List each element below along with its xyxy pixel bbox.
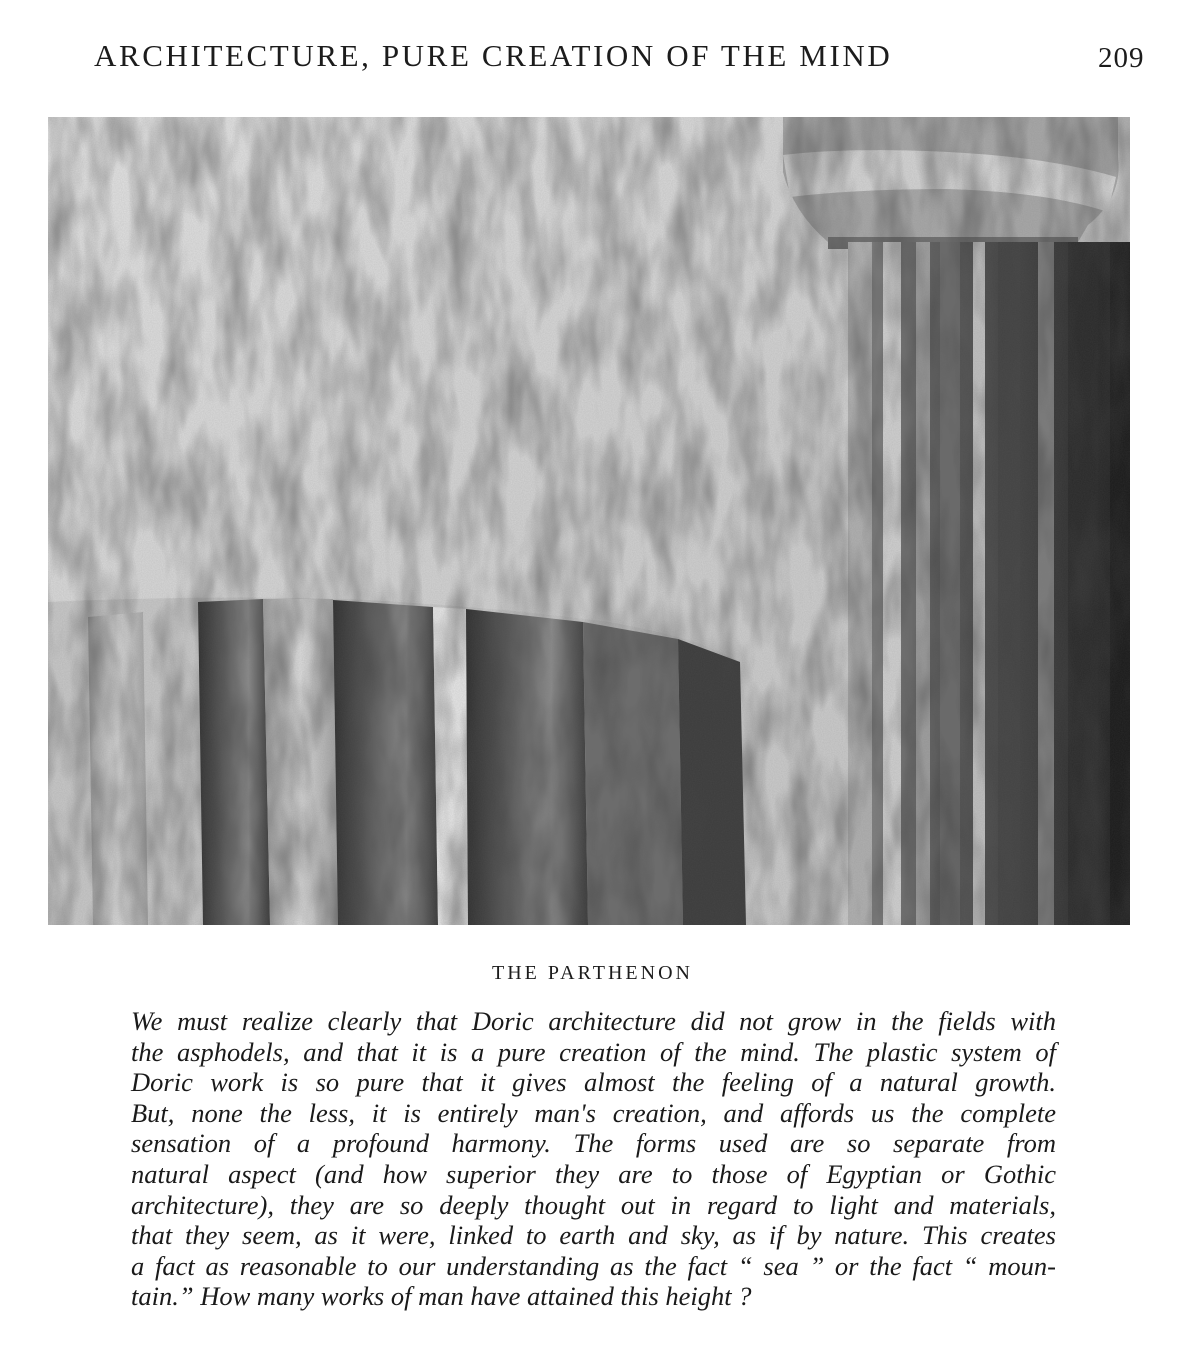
text-line: the asphodels, and that it is a pure creation of the mind. The plastic system of xyxy=(131,1036,1056,1067)
text-line: Doric work is so pure that it gives almost the feeling of a natural growth. xyxy=(131,1067,1056,1098)
text-line: tain.” How many works of man have attained this height ? xyxy=(131,1281,752,1312)
page-number: 209 xyxy=(1098,42,1145,74)
text-line: sensation of a profound harmony. The forms used are so separate from xyxy=(131,1128,1056,1159)
text-line: that they seem, as it were, linked to earth and sky, as if by nature. This creates xyxy=(131,1220,1056,1251)
figure-caption: THE PARTHENON xyxy=(492,962,693,984)
body-paragraph xyxy=(131,1006,1056,1312)
text-line: architecture), they are so deeply thought out in regard to light and materials, xyxy=(131,1189,1056,1220)
text-line: natural aspect (and how superior they are to those of Egyptian or Gothic xyxy=(131,1158,1056,1189)
text-line: But, none the less, it is entirely man's creation, and affords us the complete xyxy=(131,1097,1056,1128)
text-line: We must realize clearly that Doric architecture did not grow in the fields with xyxy=(131,1006,1056,1036)
text-line: a fact as reasonable to our understanding as the fact “ sea ” or the fact “ moun- xyxy=(131,1250,1056,1281)
parthenon-photograph xyxy=(48,117,1130,925)
running-title: ARCHITECTURE, PURE CREATION OF THE MIND xyxy=(94,38,893,73)
